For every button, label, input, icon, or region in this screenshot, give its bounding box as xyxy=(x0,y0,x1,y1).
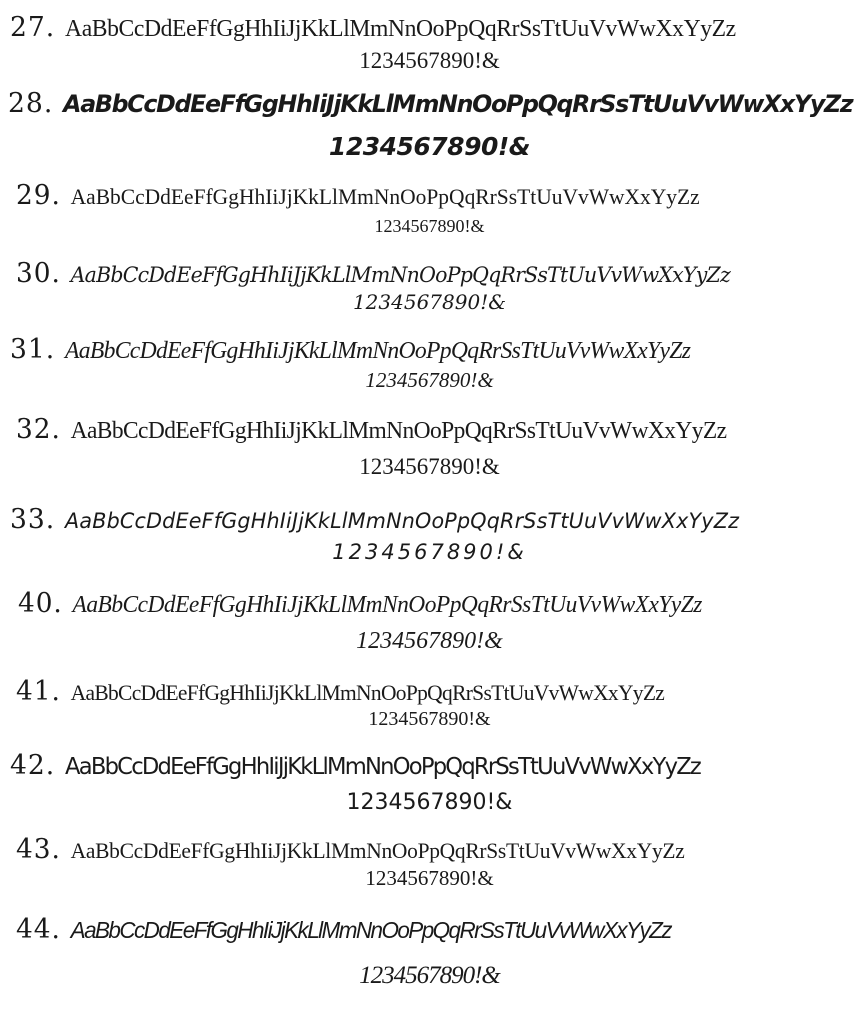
sample-digits: 1234567890!& xyxy=(356,628,503,654)
sample-digits: 1234567890!& xyxy=(365,866,494,890)
sample-digits: 1234567890!& xyxy=(374,216,485,236)
sample-number: 42. xyxy=(10,750,56,781)
sample-number: 31. xyxy=(10,334,56,365)
sample-number: 32. xyxy=(16,414,61,445)
sample-number: 40. xyxy=(18,588,63,619)
sample-number: 30. xyxy=(16,258,61,289)
sample-digits: 1234567890!& xyxy=(368,708,491,730)
sample-alphabet: AaBbCcDdEeFfGgHhIiJjKkLlMmNnOoPpQqRrSsTtUuVvWwXxYyZz xyxy=(72,592,702,618)
sample-alphabet: AaBbCcDdEeFfGgHhIiJjKkLlMmNnOoPpQqRrSsTtUuVvWwXxYyZz xyxy=(65,754,701,780)
sample-alphabet: AaBbCcDdEeFfGgHhIiJjKkLlMmNnOoPpQqRrSsTtUuVvWwXxYyZz xyxy=(70,418,727,444)
sample-number: 44. xyxy=(16,914,61,945)
sample-number: 28. xyxy=(8,88,54,119)
sample-digits: 1234567890!& xyxy=(359,48,500,73)
sample-digits: 1234567890!& xyxy=(346,790,513,815)
sample-alphabet: AaBbCcDdEeFfGgHhIiJjKkLlMmNnOoPpQqRrSsTtUuVvWwXxYyZz xyxy=(65,16,736,42)
sample-number: 41. xyxy=(16,676,61,707)
sample-alphabet: AaBbCcDdEeFfGgHhIiJjKkLlMmNnOoPpQqRrSsTtUuVvWwXxYyZz xyxy=(65,509,740,533)
sample-digits: 1234567890!& xyxy=(359,962,500,989)
sample-alphabet: AaBbCcDdEeFfGgHhIiJjKkLlMmNnOoPpQqRrSsTtUuVvWwXxYyZz xyxy=(70,680,665,705)
sample-alphabet: AaBbCcDdEeFfGgHhIiJjKkLlMmNnOoPpQqRrSsTtUuVvWwXxYyZz xyxy=(65,338,691,364)
sample-alphabet: AaBbCcDdEeFfGgHhIiJjKkLlMmNnOoPpQqRrSsTtUuVvWwXxYyZz xyxy=(70,917,671,943)
sample-digits: 1234567890!& xyxy=(359,454,500,479)
sample-alphabet: AaBbCcDdEeFfGgHhIiJjKkLlMmNnOoPpQqRrSsTtUuVvWwXxYyZz xyxy=(63,90,853,118)
sample-alphabet: AaBbCcDdEeFfGgHhIiJjKkLlMmNnOoPpQqRrSsTtUuVvWwXxYyZz xyxy=(70,838,685,863)
sample-digits: 1234567890!& xyxy=(328,132,531,161)
sample-digits: 1234567890!& xyxy=(332,540,527,564)
sample-digits: 1234567890!& xyxy=(365,368,494,392)
sample-alphabet: AaBbCcDdEeFfGgHhIiJjKkLlMmNnOoPpQqRrSsTtUuVvWwXxYyZz xyxy=(70,184,700,209)
sample-number: 33. xyxy=(10,504,56,535)
sample-alphabet: AaBbCcDdEeFfGgHhIiJjKkLlMmNnOoPpQqRrSsTtUuVvWwXxYyZz xyxy=(70,263,731,287)
sample-number: 43. xyxy=(16,834,61,865)
sample-digits: 1234567890!& xyxy=(352,290,507,314)
sample-number: 27. xyxy=(10,12,56,43)
sample-number: 29. xyxy=(16,180,61,211)
